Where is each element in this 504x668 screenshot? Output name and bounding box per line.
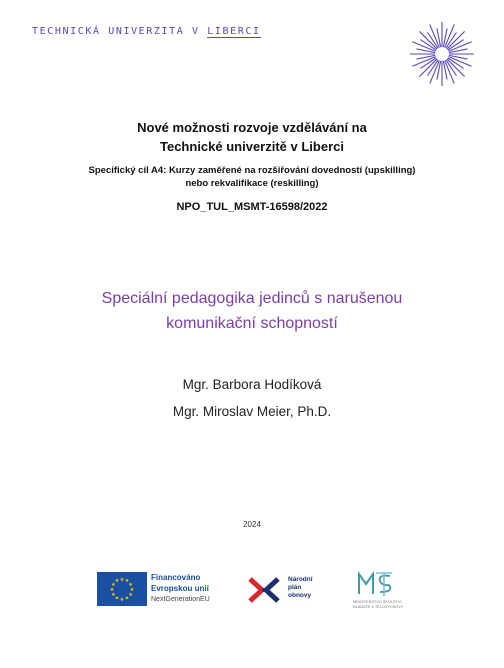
eu-star-icon: ★ <box>114 595 120 602</box>
course-heading <box>0 286 504 336</box>
starburst-logo-icon <box>408 20 476 88</box>
logo-text-underlined: LIBERCI <box>207 26 261 37</box>
logo-text: TECHNICKÁ UNIVERZITA V <box>32 26 208 37</box>
subtitle-line-1: Specifický cíl A4: Kurzy zaměřené na rozšiřování dovedností (upskilling) <box>88 165 416 176</box>
msmt-text <box>342 600 414 609</box>
msmt-line-2: MLÁDEŽE A TĚLOVÝCHOVY <box>352 604 404 609</box>
document-subtitle <box>0 164 504 190</box>
npo-logo-icon <box>246 574 282 606</box>
eu-star-icon: ★ <box>119 576 125 583</box>
publication-year: 2024 <box>243 520 261 529</box>
eu-star-icon: ★ <box>128 581 133 588</box>
npo-text <box>288 576 313 600</box>
eu-funding-text <box>151 572 210 605</box>
eu-line-1: Financováno <box>151 573 201 582</box>
eu-star-icon: ★ <box>124 595 130 602</box>
eu-star-icon: ★ <box>109 586 115 593</box>
npo-line-2: plán <box>288 584 302 591</box>
eu-star-icon: ★ <box>124 578 130 585</box>
eu-star-icon: ★ <box>128 591 133 598</box>
msmt-line-1: MINISTERSTVO ŠKOLSTVÍ, <box>353 600 403 604</box>
eu-line-2: Evropskou unií <box>151 584 209 593</box>
course-heading-line-2: komunikační schopností <box>166 315 338 332</box>
eu-star-icon: ★ <box>114 578 120 585</box>
eu-star-icon: ★ <box>119 596 125 603</box>
eu-line-3: NextGenerationEU <box>151 596 210 603</box>
eu-star-icon: ★ <box>111 581 116 588</box>
title-line-1: Nové možnosti rozvoje vzdělávání na <box>137 120 367 135</box>
eu-star-icon: ★ <box>111 591 116 598</box>
project-code: NPO_TUL_MSMT-16598/2022 <box>176 201 328 213</box>
eu-star-icon: ★ <box>129 586 135 593</box>
subtitle-line-2: nebo rekvalifikace (reskilling) <box>185 178 319 189</box>
title-line-2: Technické univerzitě v Liberci <box>160 139 344 154</box>
npo-line-3: obnovy <box>288 592 312 599</box>
document-title <box>0 118 504 156</box>
npo-line-1: Národní <box>288 576 313 583</box>
author-1: Mgr. Barbora Hodíková <box>182 377 322 392</box>
eu-flag-icon <box>97 572 147 606</box>
university-logo-text <box>32 26 261 37</box>
author-2: Mgr. Miroslav Meier, Ph.D. <box>172 404 332 419</box>
msmt-logo-icon <box>356 570 394 598</box>
course-heading-line-1: Speciální pedagogika jedinců s narušenou <box>101 290 403 307</box>
